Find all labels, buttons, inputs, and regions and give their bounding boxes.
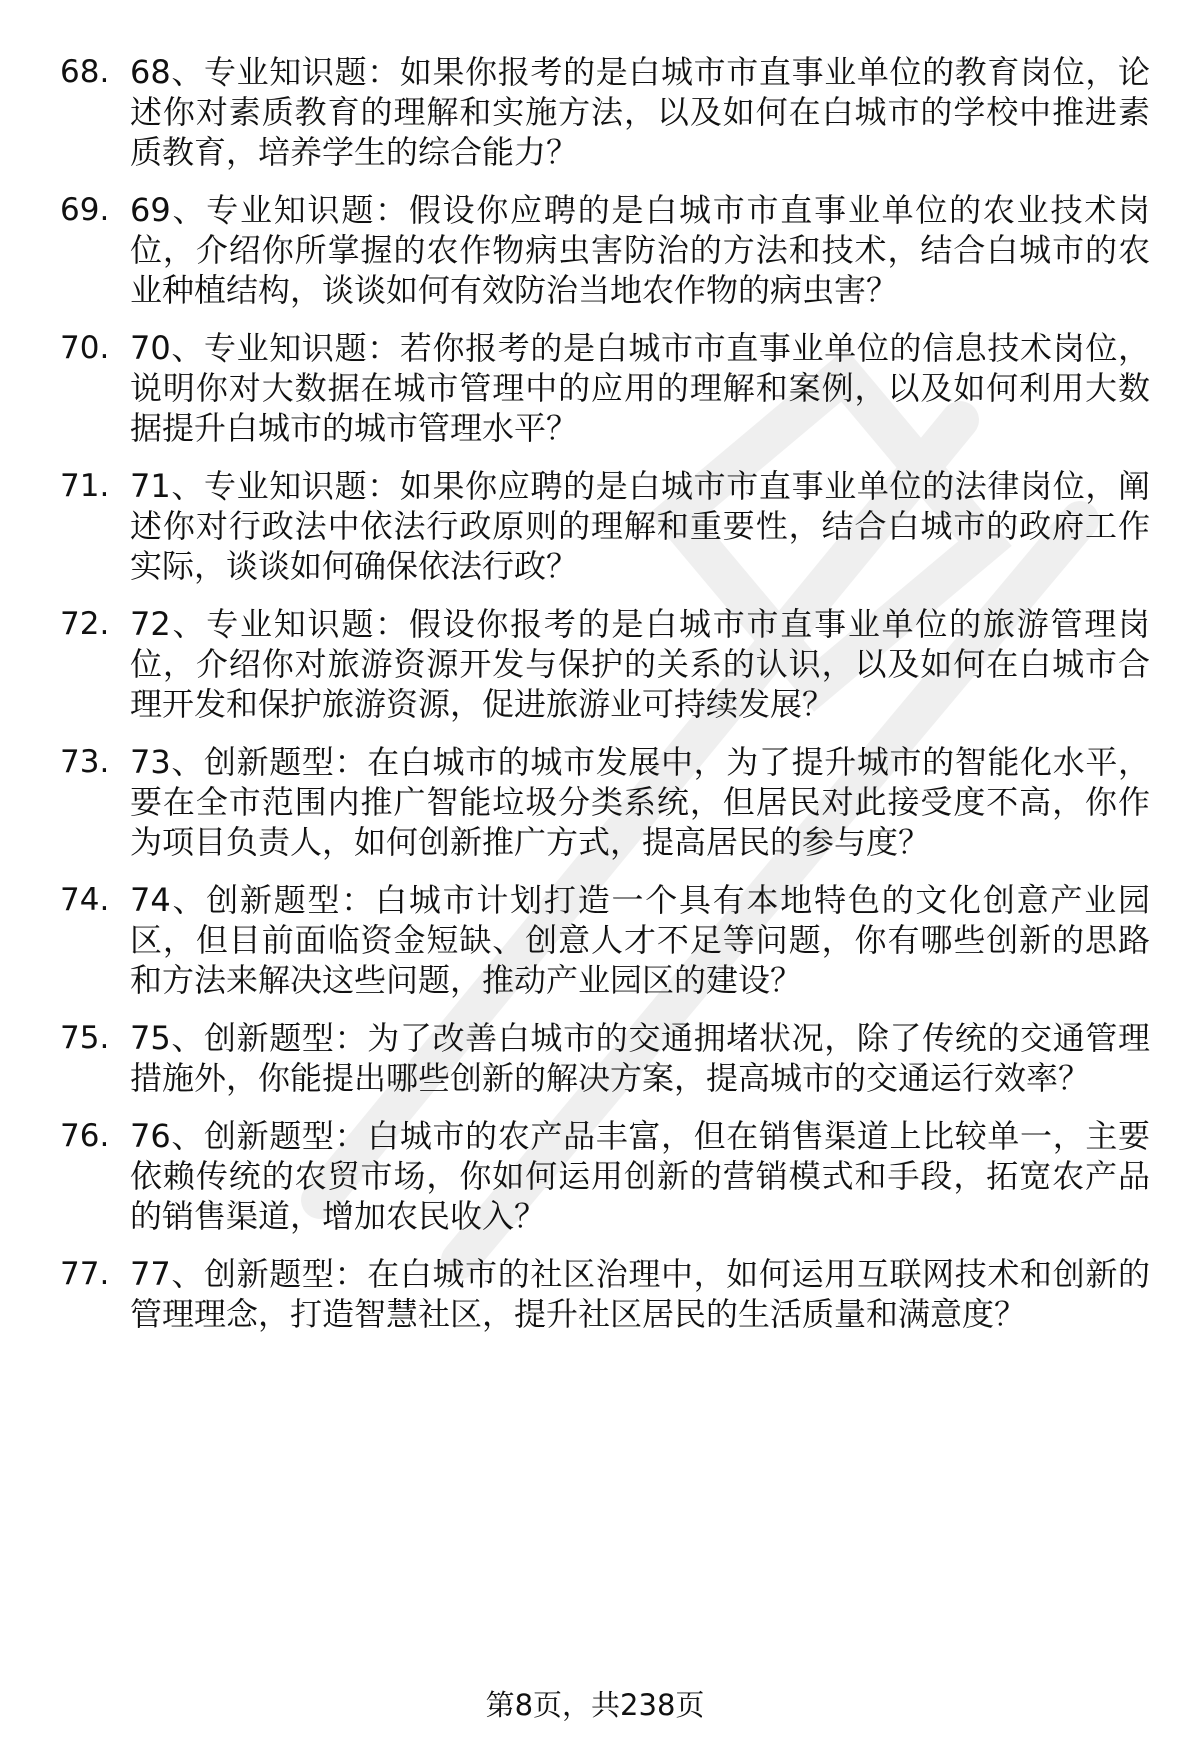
question-text: 71、专业知识题：如果你应聘的是白城市市直事业单位的法律岗位，阐述你对行政法中依法行政原则的理解和重要性，结合白城市的政府工作实际，谈谈如何确保依法行政？ [130, 467, 1150, 585]
question-list [60, 52, 1150, 1352]
page-footer [0, 1685, 1190, 1725]
question-number: 71. [60, 468, 110, 504]
question-item [60, 190, 1150, 310]
question-number: 76. [60, 1118, 110, 1154]
question-text: 74、创新题型：白城市计划打造一个具有本地特色的文化创意产业园区，但目前面临资金短缺、创意人才不足等问题，你有哪些创新的思路和方法来解决这些问题，推动产业园区的建设？ [130, 881, 1150, 999]
question-item [60, 880, 1150, 1000]
question-number: 69. [60, 192, 110, 228]
question-text: 77、创新题型：在白城市的社区治理中，如何运用互联网技术和创新的管理理念，打造智慧社区，提升社区居民的生活质量和满意度？ [130, 1255, 1150, 1333]
question-number: 70. [60, 330, 110, 366]
question-number: 72. [60, 606, 110, 642]
question-text: 70、专业知识题：若你报考的是白城市市直事业单位的信息技术岗位，说明你对大数据在城市管理中的应用的理解和案例，以及如何利用大数据提升白城市的城市管理水平？ [130, 329, 1150, 447]
question-item [60, 604, 1150, 724]
question-text: 72、专业知识题：假设你报考的是白城市市直事业单位的旅游管理岗位，介绍你对旅游资源开发与保护的关系的认识，以及如何在白城市合理开发和保护旅游资源，促进旅游业可持续发展？ [130, 605, 1150, 723]
question-number: 74. [60, 882, 110, 918]
question-item [60, 466, 1150, 586]
question-number: 77. [60, 1256, 110, 1292]
question-number: 75. [60, 1020, 110, 1056]
question-number: 68. [60, 54, 110, 90]
page-number-label: 第8页，共238页 [485, 1688, 705, 1722]
question-number: 73. [60, 744, 110, 780]
question-item [60, 1018, 1150, 1098]
question-text: 73、创新题型：在白城市的城市发展中，为了提升城市的智能化水平，要在全市范围内推广智能垃圾分类系统，但居民对此接受度不高，你作为项目负责人，如何创新推广方式，提高居民的参与度？ [130, 743, 1150, 861]
question-text: 68、专业知识题：如果你报考的是白城市市直事业单位的教育岗位，论述你对素质教育的理解和实施方法，以及如何在白城市的学校中推进素质教育，培养学生的综合能力？ [130, 53, 1150, 171]
question-item [60, 1116, 1150, 1236]
question-item [60, 52, 1150, 172]
question-item [60, 742, 1150, 862]
question-item [60, 1254, 1150, 1334]
question-text: 76、创新题型：白城市的农产品丰富，但在销售渠道上比较单一，主要依赖传统的农贸市场，你如何运用创新的营销模式和手段，拓宽农产品的销售渠道，增加农民收入？ [130, 1117, 1150, 1235]
question-item [60, 328, 1150, 448]
question-text: 69、专业知识题：假设你应聘的是白城市市直事业单位的农业技术岗位，介绍你所掌握的农作物病虫害防治的方法和技术，结合白城市的农业种植结构，谈谈如何有效防治当地农作物的病虫害？ [130, 191, 1150, 309]
question-text: 75、创新题型：为了改善白城市的交通拥堵状况，除了传统的交通管理措施外，你能提出哪些创新的解决方案，提高城市的交通运行效率？ [130, 1019, 1150, 1097]
